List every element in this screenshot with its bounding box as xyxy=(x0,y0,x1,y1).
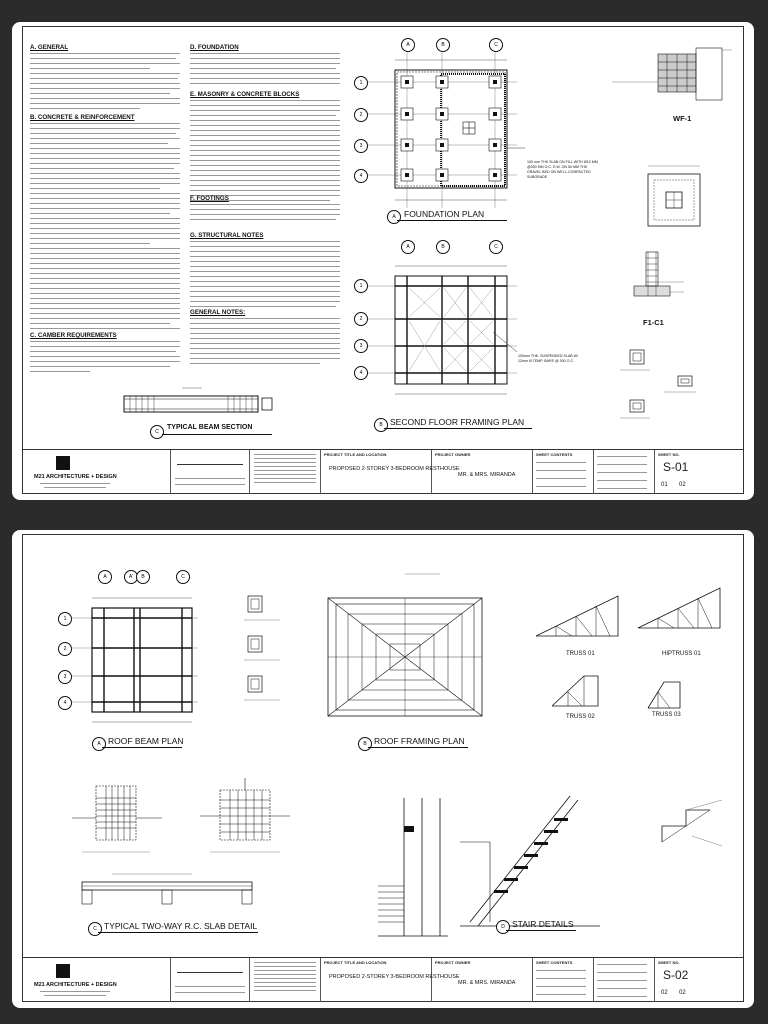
beam-section-bubble: C xyxy=(150,425,164,439)
firm-cell xyxy=(22,450,171,494)
notes-heading-general-notes: GENERAL NOTES: xyxy=(190,309,246,316)
truss-02-label: TRUSS 02 xyxy=(566,714,595,720)
contents-cell xyxy=(533,958,594,1002)
grid-bubble-col-b: B xyxy=(436,38,450,52)
notes-heading-masonry: E. MASONRY & CONCRETE BLOCKS xyxy=(190,91,300,98)
drawing-sheet-s01 xyxy=(12,22,754,500)
firm-name: M21 ARCHITECTURE + DESIGN xyxy=(34,474,117,480)
sheet-number: S-02 xyxy=(663,968,689,982)
truss-02-drawing xyxy=(548,672,608,712)
beam-section-drawing xyxy=(122,384,282,424)
roof-beam-details xyxy=(240,592,290,722)
grid-bubble-col-c: C xyxy=(489,38,503,52)
notes-heading-concrete: B. CONCRETE & REINFORCEMENT xyxy=(30,114,135,121)
beam-section-title: TYPICAL BEAM SECTION xyxy=(167,424,253,431)
foundation-plan-bubble: A xyxy=(387,210,401,224)
wf1-detail-drawing xyxy=(612,42,732,112)
meta-cell xyxy=(594,958,655,1002)
notes-heading-camber: C. CAMBER REQUIREMENTS xyxy=(30,332,117,339)
project-title-label: PROJECT TITLE AND LOCATION xyxy=(324,452,387,457)
stair-details-bubble: D xyxy=(496,920,510,934)
sheetno-cell xyxy=(655,958,744,1002)
sheet-index: 01 xyxy=(661,482,668,488)
sheet-index: 02 xyxy=(661,990,668,996)
firm-logo-icon xyxy=(56,964,70,978)
grid-bubble-row-2-2f: 2 xyxy=(354,312,368,326)
project-owner: MR. & MRS. MIRANDA xyxy=(458,472,516,478)
project-owner-label: PROJECT OWNER xyxy=(435,452,471,457)
title-block xyxy=(22,957,744,1002)
f1c1-label: F1-C1 xyxy=(643,318,664,327)
sheet-total: 02 xyxy=(679,482,686,488)
notes-heading-footings: F. FOOTINGS xyxy=(190,195,229,202)
grid-bubble-row-3: 3 xyxy=(354,139,368,153)
grid-bubble-col-c-2f: C xyxy=(489,240,503,254)
grid-bubble-col-a-prime-roof: A' xyxy=(124,570,138,584)
notes-heading-foundation: D. FOUNDATION xyxy=(190,44,239,51)
notes-cell xyxy=(250,958,321,1002)
foundation-plan-title: FOUNDATION PLAN xyxy=(404,209,485,219)
stair-details-title: STAIR DETAILS xyxy=(512,919,574,929)
stair-tread-detail xyxy=(652,796,732,856)
drafting-cell xyxy=(171,450,250,494)
truss-01-label: TRUSS 01 xyxy=(566,651,595,657)
project-owner: MR. & MRS. MIRANDA xyxy=(458,980,516,986)
owner-cell xyxy=(432,450,533,494)
roof-beam-plan-title: ROOF BEAM PLAN xyxy=(108,736,184,746)
grid-bubble-row-4-roof: 4 xyxy=(58,696,72,710)
notes-cell xyxy=(250,450,321,494)
grid-bubble-row-4-2f: 4 xyxy=(354,366,368,380)
grid-bubble-row-1-roof: 1 xyxy=(58,612,72,626)
grid-bubble-row-3-roof: 3 xyxy=(58,670,72,684)
slab-section-strip xyxy=(72,870,292,910)
grid-bubble-row-1: 1 xyxy=(354,76,368,90)
slab-detail-bubble: C xyxy=(88,922,102,936)
stair-section-main xyxy=(460,792,600,932)
grid-bubble-col-a-2f: A xyxy=(401,240,415,254)
grid-bubble-col-a: A xyxy=(401,38,415,52)
suspended-slab-note: 100mm THK. SUSPENDED SLAB W/ 12mm Ø TEMP. BARS @ 300 O.C. xyxy=(518,354,579,363)
second-floor-plan-title: SECOND FLOOR FRAMING PLAN xyxy=(390,417,525,427)
sheetno-cell xyxy=(655,450,744,494)
slab-detail-title: TYPICAL TWO-WAY R.C. SLAB DETAIL xyxy=(104,921,258,931)
second-floor-plan-bubble: B xyxy=(374,418,388,432)
firm-name: M21 ARCHITECTURE + DESIGN xyxy=(34,982,117,988)
grid-bubble-col-a-roof: A xyxy=(98,570,112,584)
foundation-plan-drawing xyxy=(367,38,527,228)
grid-bubble-row-4: 4 xyxy=(354,169,368,183)
firm-logo-icon xyxy=(56,456,70,470)
drawing-sheet-s02 xyxy=(12,530,754,1008)
grid-bubble-row-2-roof: 2 xyxy=(58,642,72,656)
owner-cell xyxy=(432,958,533,1002)
grid-bubble-col-b-roof: B xyxy=(136,570,150,584)
footing-plan-detail xyxy=(642,162,712,232)
roof-framing-plan-title: ROOF FRAMING PLAN xyxy=(374,736,465,746)
wf1-label: WF-1 xyxy=(673,114,692,123)
stair-section-left xyxy=(378,792,448,942)
sheet-contents-label: SHEET CONTENTS xyxy=(536,960,573,965)
sheet-total: 02 xyxy=(679,990,686,996)
hiptruss-01-drawing xyxy=(634,584,724,634)
notes-heading-structural: G. STRUCTURAL NOTES xyxy=(190,232,264,239)
sheet-number: S-01 xyxy=(663,460,689,474)
roof-beam-plan-bubble: A xyxy=(92,737,106,751)
grid-bubble-row-2: 2 xyxy=(354,108,368,122)
meta-cell xyxy=(594,450,655,494)
truss-03-label: TRUSS 03 xyxy=(652,712,681,718)
f1c1-section-drawing xyxy=(624,252,704,322)
second-floor-plan-drawing xyxy=(367,242,527,412)
contents-cell xyxy=(533,450,594,494)
title-block xyxy=(22,449,744,494)
project-title-label: PROJECT TITLE AND LOCATION xyxy=(324,960,387,965)
project-title: PROPOSED 2-STOREY 3-BEDROOM RESTHOUSE xyxy=(329,466,460,472)
project-owner-label: PROJECT OWNER xyxy=(435,960,471,965)
sheet-contents-label: SHEET CONTENTS xyxy=(536,452,573,457)
hiptruss-01-label: HIPTRUSS 01 xyxy=(662,651,701,657)
notes-heading-general: A. GENERAL xyxy=(30,44,69,51)
grid-bubble-row-3-2f: 3 xyxy=(354,339,368,353)
slab-detail-left xyxy=(72,778,162,858)
sheet-no-label: SHEET NO. xyxy=(658,960,680,965)
truss-01-drawing xyxy=(532,592,622,642)
roof-framing-plan-drawing xyxy=(320,570,490,720)
slab-detail-right xyxy=(200,778,290,858)
sheet-no-label: SHEET NO. xyxy=(658,452,680,457)
grid-bubble-col-b-2f: B xyxy=(436,240,450,254)
firm-cell xyxy=(22,958,171,1002)
drafting-cell xyxy=(171,958,250,1002)
ground-slab-note: 100 mm THK SLAB ON FILL WITH Ø10 MM @300 MM O.C. E.W. ON 50 MM THK GRAVEL BED ON WELL-COMPACTED SUBGRADE xyxy=(527,160,598,179)
grid-bubble-row-1-2f: 1 xyxy=(354,279,368,293)
roof-framing-plan-bubble: B xyxy=(358,737,372,751)
beam-details-drawing xyxy=(620,340,730,430)
project-title: PROPOSED 2-STOREY 3-BEDROOM RESTHOUSE xyxy=(329,974,460,980)
roof-beam-plan-drawing xyxy=(72,574,202,734)
grid-bubble-col-c-roof: C xyxy=(176,570,190,584)
